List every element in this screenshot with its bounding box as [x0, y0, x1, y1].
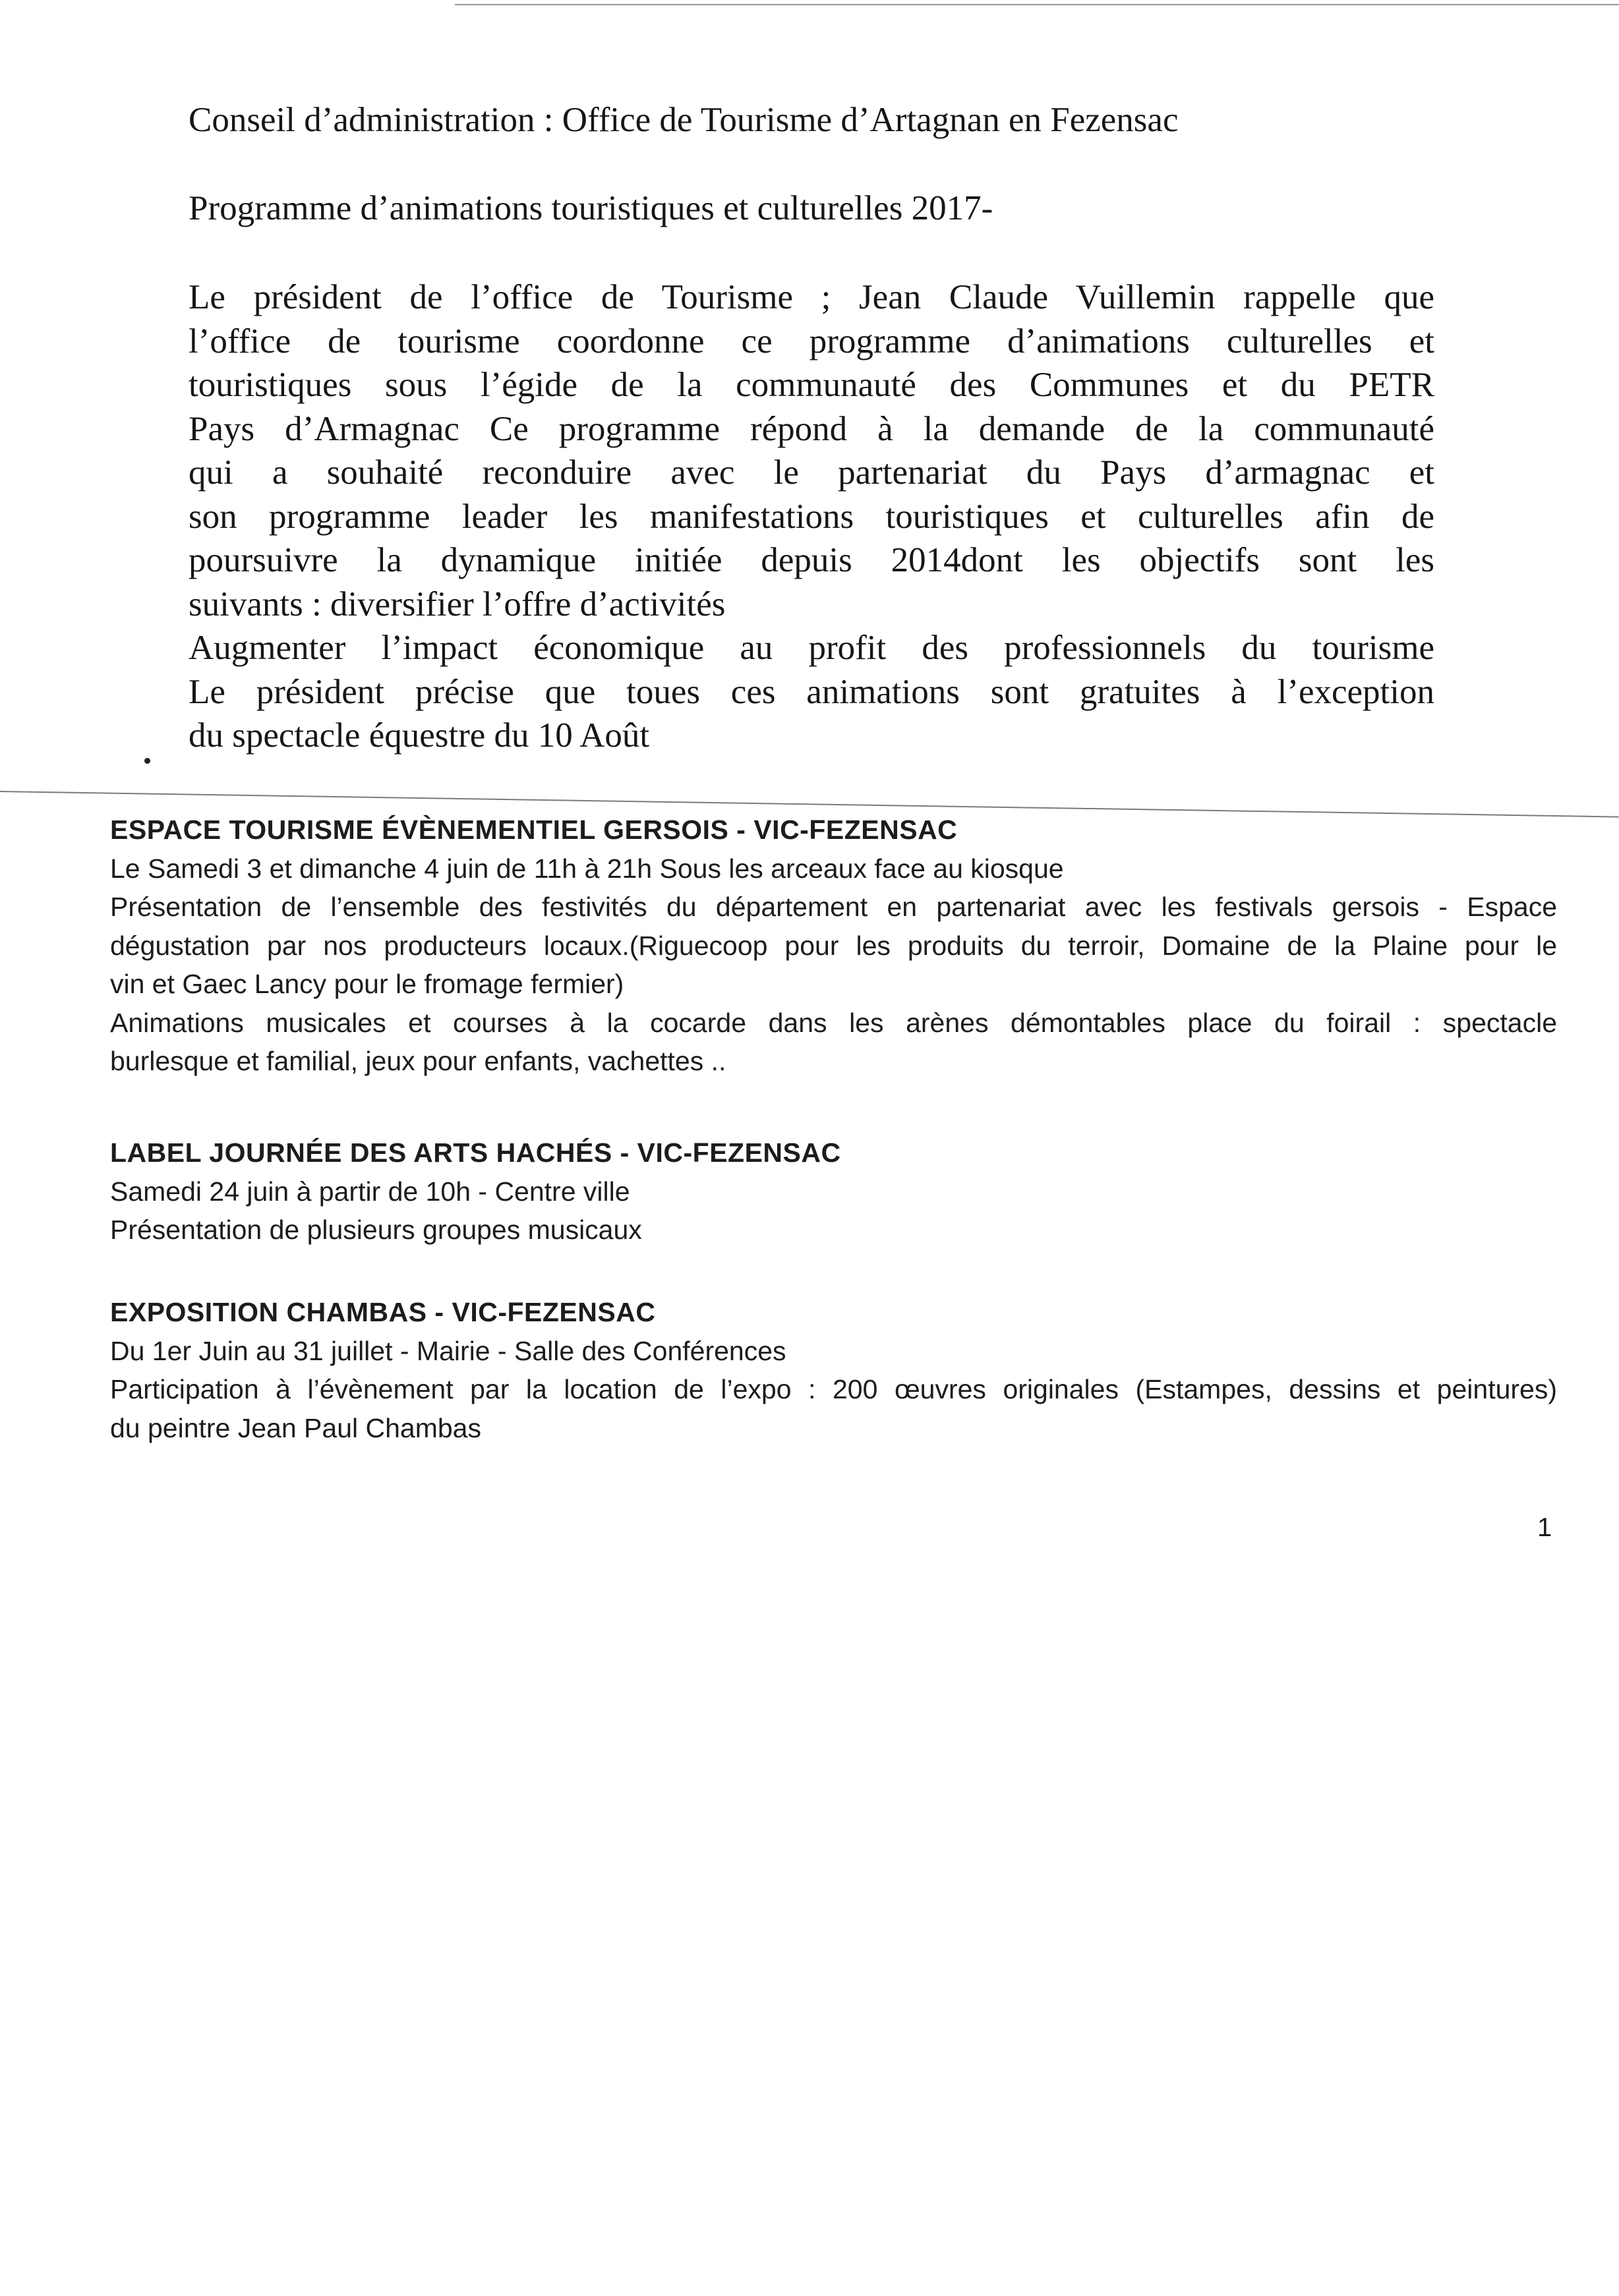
section-heading: ESPACE TOURISME ÉVÈNEMENTIEL GERSOIS - VIC-FEZENSAC [110, 815, 958, 845]
intro-line: Le président de l’office de Tourisme ; Jean Claude Vuillemin rappelle que [189, 278, 1434, 316]
intro-line: touristiques sous l’égide de la communauté des Communes et du PETR [189, 366, 1434, 404]
intro-line: poursuivre la dynamique initiée depuis 2014dont les objectifs sont les [189, 541, 1434, 579]
scan-line-top [455, 4, 1619, 5]
section-label-journee [110, 1134, 1557, 1249]
section-line: Animations musicales et courses à la cocarde dans les arènes démontables place du foirail : spectacle [110, 1007, 1557, 1038]
intro-line: Augmenter l’impact économique au profit des professionnels du tourisme [189, 629, 1434, 667]
intro-paragraph [189, 275, 1434, 758]
intro-line: son programme leader les manifestations touristiques et culturelles afin de [189, 497, 1434, 536]
intro-line: du spectacle équestre du 10 Août [189, 716, 650, 755]
section-line: burlesque et familial, jeux pour enfants, vachettes .. [110, 1046, 726, 1076]
section-heading: EXPOSITION CHAMBAS - VIC-FEZENSAC [110, 1297, 656, 1327]
intro-line: Pays d’Armagnac Ce programme répond à la demande de la communauté [189, 409, 1434, 448]
section-line: Samedi 24 juin à partir de 10h - Centre ville [110, 1176, 630, 1207]
intro-line: Le président précise que toues ces animations sont gratuites à l’exception [189, 672, 1434, 711]
document-title: Conseil d’administration : Office de Tourisme d’Artagnan en Fezensac [189, 101, 1179, 139]
scan-dot [144, 758, 150, 764]
page-number: 1 [1537, 1513, 1552, 1542]
section-line: vin et Gaec Lancy pour le fromage fermier) [110, 969, 624, 999]
intro-line: suivants : diversifier l’offre d’activités [189, 585, 726, 623]
intro-line: l’office de tourisme coordonne ce programme d’animations culturelles et [189, 322, 1434, 360]
section-line: dégustation par nos producteurs locaux.(Riguecoop pour les produits du terroir, Domaine de la Plaine pour le [110, 930, 1557, 961]
section-exposition-chambas [110, 1293, 1557, 1447]
section-line: Participation à l’évènement par la location de l’expo : 200 œuvres originales (Estampes, dessins et peintures) [110, 1374, 1557, 1404]
section-line: du peintre Jean Paul Chambas [110, 1412, 481, 1443]
section-heading: LABEL JOURNÉE DES ARTS HACHÉS - VIC-FEZENSAC [110, 1137, 841, 1168]
program-title: Programme d’animations touristiques et culturelles 2017- [189, 189, 993, 227]
section-line: Du 1er Juin au 31 juillet - Mairie - Salle des Conférences [110, 1335, 786, 1366]
section-line: Le Samedi 3 et dimanche 4 juin de 11h à 21h Sous les arceaux face au kiosque [110, 853, 1064, 884]
section-line: Présentation de plusieurs groupes musicaux [110, 1215, 642, 1245]
section-espace-tourisme [110, 811, 1557, 1081]
section-line: Présentation de l’ensemble des festivités du département en partenariat avec les festivals gersois - Espace [110, 892, 1557, 922]
intro-line: qui a souhaité reconduire avec le partenariat du Pays d’armagnac et [189, 453, 1434, 492]
